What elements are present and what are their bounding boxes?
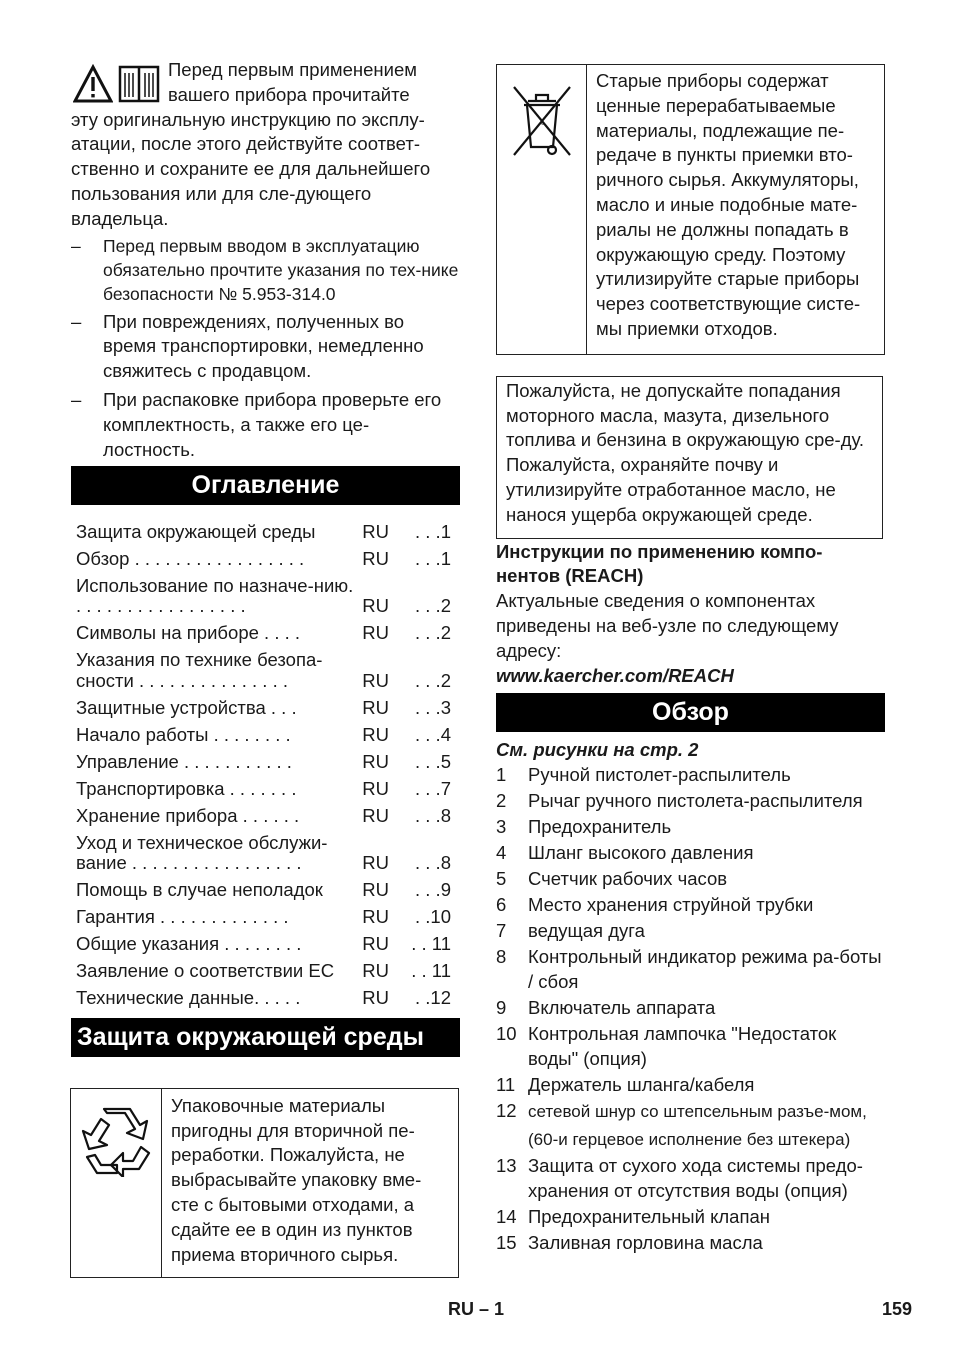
toc-entry-page: . . .2	[409, 669, 451, 691]
toc-entry-title: Технические данные. . . . .	[76, 987, 301, 1009]
bullet-text: При распаковке прибора проверьте его комплектность, а также его це-лостность.	[103, 388, 442, 460]
part-text: Ручной пистолет-распылитель	[528, 764, 791, 786]
toc-row	[71, 826, 460, 874]
toc-entry-page: . . 11	[406, 933, 451, 955]
toc-entry-title: Начало работы . . . . . . . .	[76, 723, 291, 745]
toc-entry-page: . . .8	[409, 804, 451, 826]
part-text: Шланг высокого давления	[528, 842, 754, 864]
toc-entry-lang: RU	[362, 723, 390, 745]
list-item	[496, 1205, 885, 1230]
list-item	[496, 919, 885, 944]
part-number: 7	[496, 920, 507, 942]
toc-entry-title: Символы на приборе . . . .	[76, 622, 301, 644]
toc-entry-title: Хранение прибора . . . . . .	[76, 804, 300, 826]
toc-row	[71, 691, 460, 718]
recycle-notice-box	[70, 1088, 459, 1279]
part-text: Рычаг ручного пистолета-распылителя	[528, 790, 863, 812]
toc-entry-lang: RU	[362, 933, 390, 955]
toc-entry-lang: RU	[362, 879, 390, 901]
right-column	[496, 64, 885, 1257]
toc-row	[71, 928, 460, 955]
toc-entry-page: . . .3	[409, 696, 451, 718]
footer-section-label: RU – 1	[448, 1299, 505, 1319]
reach-url: www.kaercher.com/REACH	[496, 664, 734, 686]
list-item	[496, 1154, 885, 1204]
open-book-icon	[117, 64, 161, 104]
list-item	[496, 1073, 885, 1098]
part-number: 6	[496, 894, 507, 916]
toc-entry-lang: RU	[362, 804, 390, 826]
part-number: 11	[496, 1073, 516, 1095]
list-item	[496, 789, 885, 814]
toc-row	[71, 772, 460, 799]
part-number: 8	[496, 946, 507, 968]
toc-table	[71, 515, 460, 1009]
toc-entry-lang: RU	[362, 987, 390, 1009]
toc-row	[71, 569, 460, 617]
toc-row	[71, 745, 460, 772]
list-item	[496, 893, 885, 918]
toc-entry-title: Заявление о соответствии ЕС	[76, 960, 335, 982]
toc-entry-lang: RU	[362, 906, 390, 928]
toc-row	[71, 644, 460, 692]
part-number: 3	[496, 816, 507, 838]
toc-entry-title: Защитные устройства . . .	[76, 696, 297, 718]
toc-row	[71, 617, 460, 644]
bullet-text: При повреждениях, полученных во время транспортировки, немедленно свяжитесь с продавцом.	[103, 310, 424, 382]
list-item	[71, 310, 460, 384]
toc-entry-page: . . .7	[409, 777, 451, 799]
toc-entry-title: Указания по технике безопа-сности . . . . . . . . . . . . . . .	[76, 649, 323, 691]
toc-entry-page: . . .8	[409, 852, 451, 874]
part-text: Место хранения струйной трубки	[528, 894, 814, 916]
part-text: Счетчик рабочих часов	[528, 868, 728, 890]
see-figure-note: См. рисунки на стр. 2	[496, 739, 699, 761]
intro-paragraph: эту оригинальную инструкцию по эксплу-атации, после этого действуйте соответ-ственно и сохраните ее для дальнейшего пользования или для сле-дующего владельца.	[71, 108, 431, 229]
toc-row	[71, 542, 460, 569]
toc-entry-lang: RU	[362, 547, 390, 569]
toc-row	[71, 901, 460, 928]
part-text: Предохранительный клапан	[528, 1206, 770, 1228]
part-text: Предохранитель	[528, 816, 672, 838]
part-number: 12	[496, 1099, 517, 1121]
toc-entry-lang: RU	[362, 960, 390, 982]
intro-icons	[73, 64, 163, 104]
toc-row	[71, 982, 460, 1009]
oil-notice-box: Пожалуйста, не допускайте попадания моторного масла, мазута, дизельного топлива и бензина в окружающую сре-ду. Пожалуйста, охраняйте почву и утилизируйте отработанное масло, не нанося ущерба окружающей среде.	[496, 376, 883, 539]
part-text: Контрольная лампочка "Недостаток воды" (опция)	[528, 1022, 837, 1069]
intro-bullet-list	[71, 234, 460, 463]
left-column	[71, 58, 460, 1278]
toc-entry-lang: RU	[362, 622, 390, 644]
toc-row	[71, 718, 460, 745]
part-number: 13	[496, 1155, 517, 1177]
part-note: (60-и герцевое исполнение без штекера)	[528, 1130, 851, 1150]
parts-list	[496, 763, 885, 1256]
toc-entry-lang: RU	[362, 669, 390, 691]
dash-marker: –	[71, 310, 82, 332]
part-text: Держатель шланга/кабеля	[528, 1073, 755, 1095]
part-text: Защита от сухого хода системы предо-хранения от отсутствия воды (опция)	[528, 1155, 863, 1202]
part-text: Включатель аппарата	[528, 996, 716, 1018]
part-text: Заливная горловина масла	[528, 1232, 763, 1254]
list-item	[496, 815, 885, 840]
dash-marker: –	[71, 388, 82, 410]
toc-entry-lang: RU	[362, 750, 390, 772]
toc-entry-title: Обзор . . . . . . . . . . . . . . . . .	[76, 547, 305, 569]
toc-entry-page: . . .1	[409, 520, 451, 542]
dash-marker: –	[71, 235, 81, 256]
part-number: 5	[496, 868, 507, 890]
reach-heading: Инструкции по применению компо-нентов (REACH)	[496, 540, 823, 587]
toc-entry-lang: RU	[362, 696, 390, 718]
list-item	[71, 234, 460, 306]
recycle-icon-cell	[71, 1089, 162, 1278]
svg-text:~: ~	[538, 119, 545, 129]
part-number: 1	[496, 764, 507, 786]
intro-section	[71, 58, 460, 462]
toc-entry-page: . . 11	[406, 960, 451, 982]
toc-entry-lang: RU	[362, 777, 390, 799]
reach-text: Актуальные сведения о компонентах приведены на веб-узле по следующему адресу:	[496, 590, 839, 661]
toc-entry-page: . . .2	[409, 622, 451, 644]
list-item	[496, 867, 885, 892]
part-text: сетевой шнур со штепсельным разъе-мом,	[528, 1101, 867, 1121]
list-item	[496, 1022, 885, 1072]
toc-entry-lang: RU	[362, 520, 390, 542]
toc-entry-title: Управление . . . . . . . . . . .	[76, 750, 292, 772]
toc-entry-page: . .12	[409, 987, 451, 1009]
list-item	[71, 388, 460, 462]
part-number: 14	[496, 1206, 517, 1228]
list-item	[496, 841, 885, 866]
toc-entry-title: Гарантия . . . . . . . . . . . . .	[76, 906, 289, 928]
part-text: ведущая дуга	[528, 920, 645, 942]
recycle-icon	[77, 1105, 155, 1177]
toc-entry-page: . .10	[409, 906, 451, 928]
weee-notice-box	[496, 64, 885, 355]
toc-entry-page: . . .5	[409, 750, 451, 772]
weee-icon-cell	[497, 65, 587, 354]
toc-entry-title: Защита окружающей среды	[76, 520, 316, 542]
bullet-text: Перед первым вводом в эксплуатацию обязательно прочтите указания по тех-нике безопасности № 5.953-314.0	[103, 235, 459, 304]
environment-heading: Защита окружающей среды	[71, 1018, 460, 1057]
intro-line-1: Перед первым применением	[168, 59, 417, 80]
part-number: 2	[496, 790, 507, 812]
list-item	[496, 1231, 885, 1256]
toc-entry-title: Помощь в случае неполадок	[76, 879, 323, 901]
part-number: 4	[496, 842, 507, 864]
toc-entry-page: . . .1	[409, 547, 451, 569]
toc-row	[71, 955, 460, 982]
part-number: 15	[496, 1232, 517, 1254]
toc-row	[71, 799, 460, 826]
toc-entry-lang: RU	[362, 595, 390, 617]
list-item	[496, 763, 885, 788]
toc-entry-title: Использование по назначе-нию. . . . . . . . . . . . . . . . . .	[76, 574, 354, 617]
overview-heading: Обзор	[496, 693, 885, 732]
toc-entry-page: . . .9	[409, 879, 451, 901]
list-item	[496, 1099, 885, 1154]
weee-text: Старые приборы содержат ценные перерабатываемые материалы, подлежащие пе-редаче в пункты приемки вто-ричного сырья. Аккумуляторы, масло и иные подобные мате-риалы не должны попадать в окружающую среду. Поэтому утилизируйте старые приборы через соответствующие систе-мы приемки отходов.	[596, 70, 861, 339]
crossed-out-bin-icon	[510, 83, 574, 159]
list-item	[496, 996, 885, 1021]
toc-entry-title: Транспортировка . . . . . . .	[76, 777, 297, 799]
intro-line-2: вашего прибора прочитайте	[168, 83, 410, 105]
toc-entry-page: . . .4	[409, 723, 451, 745]
toc-entry-lang: RU	[362, 852, 390, 874]
toc-entry-page: . . .2	[409, 595, 451, 617]
list-item	[496, 945, 885, 995]
part-text: Контрольный индикатор режима ра-боты / сбоя	[528, 946, 882, 992]
footer-page-number: 159	[881, 1299, 912, 1319]
warning-triangle-icon	[73, 64, 113, 104]
toc-row	[71, 515, 460, 542]
toc-entry-title: Уход и техническое обслужи-вание . . . . . . . . . . . . . . . . .	[76, 831, 328, 874]
toc-entry-title: Общие указания . . . . . . . .	[76, 933, 302, 955]
toc-row	[71, 874, 460, 901]
part-number: 10	[496, 1022, 517, 1044]
toc-heading: Оглавление	[71, 466, 460, 505]
part-number: 9	[496, 996, 507, 1018]
recycle-text: Упаковочные материалы пригодны для вторичной пе-реработки. Пожалуйста, не выбрасывайте упаковку вме-сте с бытовыми отходами, а сдайте ее в один из пунктов приема вторичного сырья.	[171, 1094, 422, 1265]
